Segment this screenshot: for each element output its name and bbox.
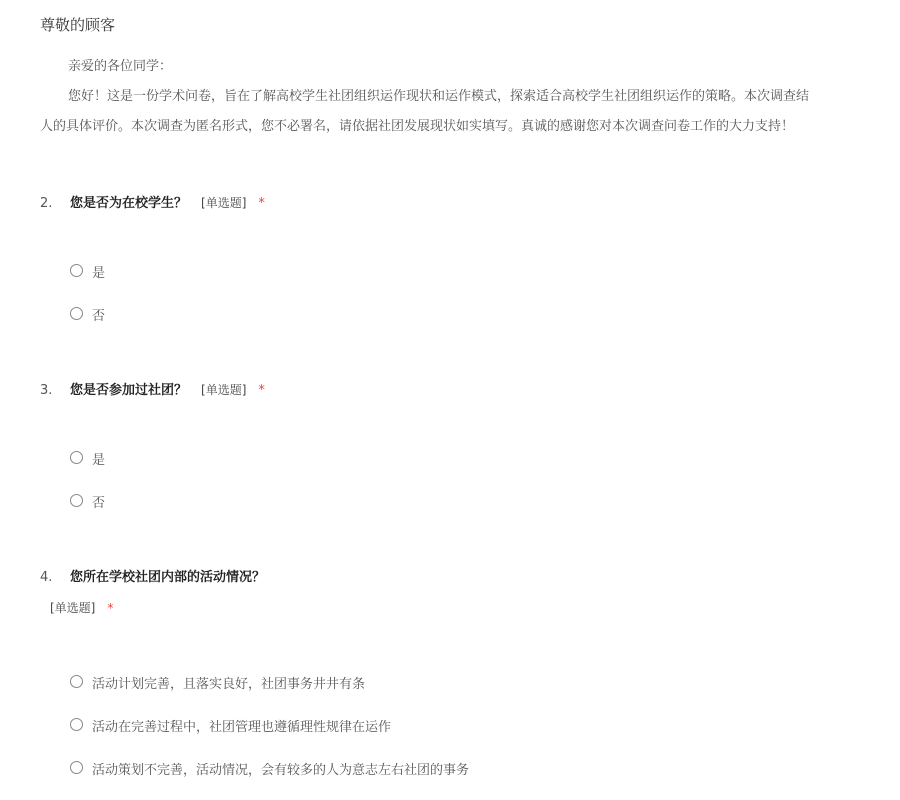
question-2	[40, 192, 265, 211]
radio-button[interactable]	[70, 761, 83, 774]
question-4	[40, 566, 265, 616]
radio-option[interactable]	[70, 262, 105, 305]
option-label[interactable]: 是	[92, 453, 106, 468]
radio-button[interactable]	[70, 718, 83, 731]
question-4-options	[70, 673, 469, 800]
radio-button[interactable]	[70, 494, 83, 507]
intro-paragraph-line-2: 人的具体评价。本次调查为匿名形式，您不必署名，请依据社团发展现状如实填写。真诚的感谢您对本次调查问卷工作的大力支持！	[40, 119, 795, 134]
radio-button[interactable]	[70, 307, 83, 320]
radio-option[interactable]	[70, 449, 105, 492]
radio-option[interactable]	[70, 492, 105, 535]
question-3	[40, 379, 265, 398]
intro-paragraph-line-1: 您好！这是一份学术问卷，旨在了解高校学生社团组织运作现状和运作模式，探索适合高校学生社团组织运作的策略。本次调查结	[68, 89, 810, 104]
question-number: 4.	[40, 570, 53, 585]
option-label[interactable]: 活动计划完善，且落实良好，社团事务井井有条	[92, 677, 366, 692]
option-label[interactable]: 活动在完善过程中，社团管理也遵循理性规律在运作	[92, 720, 392, 735]
question-header	[40, 379, 265, 398]
option-label[interactable]: 否	[92, 496, 106, 511]
option-label[interactable]: 活动策划不完善，活动情况，会有较多的人为意志左右社团的事务	[92, 763, 470, 778]
question-text: 您所在学校社团内部的活动情况？	[70, 570, 266, 585]
question-meta	[40, 599, 265, 616]
question-type-label: [单选题]	[201, 196, 247, 210]
question-type-label: [单选题]	[50, 601, 96, 615]
required-marker: *	[258, 196, 265, 211]
question-text: 您是否为在校学生？	[70, 196, 188, 211]
question-number: 3.	[40, 383, 53, 398]
radio-button[interactable]	[70, 264, 83, 277]
question-header	[40, 566, 265, 585]
radio-option[interactable]	[70, 716, 469, 759]
intro-salutation: 亲爱的各位同学：	[68, 59, 173, 74]
radio-option[interactable]	[70, 673, 469, 716]
question-header	[40, 192, 265, 211]
required-marker: *	[107, 601, 114, 615]
option-label[interactable]: 否	[92, 309, 106, 324]
option-label[interactable]: 是	[92, 266, 106, 281]
survey-intro	[40, 52, 900, 142]
question-3-options	[70, 449, 105, 535]
question-number: 2.	[40, 196, 53, 211]
radio-option[interactable]	[70, 305, 105, 348]
radio-button[interactable]	[70, 675, 83, 688]
radio-button[interactable]	[70, 451, 83, 464]
radio-option[interactable]	[70, 759, 469, 800]
question-2-options	[70, 262, 105, 348]
page-title: 尊敬的顾客	[40, 16, 116, 34]
required-marker: *	[258, 383, 265, 398]
question-text: 您是否参加过社团？	[70, 383, 188, 398]
question-type-label: [单选题]	[201, 383, 247, 397]
